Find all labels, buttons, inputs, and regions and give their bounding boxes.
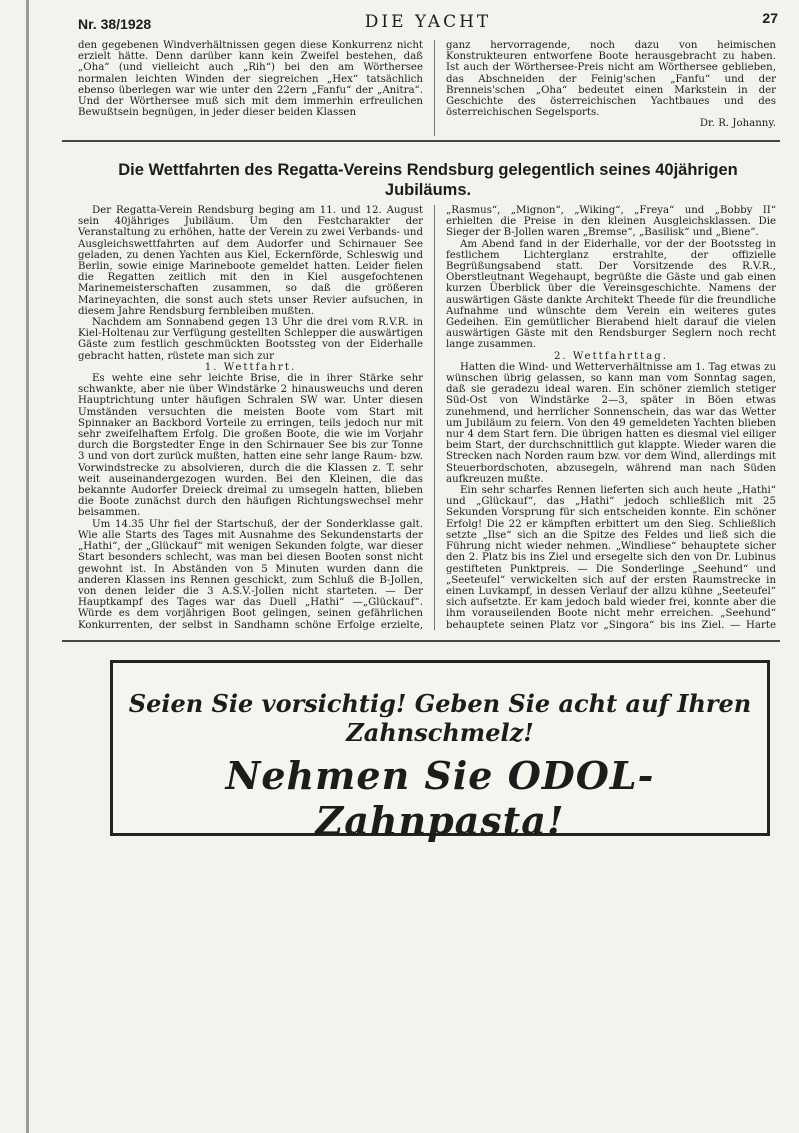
article-paragraph: Hatten die Wind- und Wetterverhältnisse am 1. Tag etwas zu wünschen übrig gelassen, so kann man vom Sonntag sagen, daß sie geradezu ideal waren. Ein schöner ziemlich stetiger Süd-Ost von Windstärke 2—3, später in Böen etwas zunehmend, und herrlicher Sonnenschein, das war das Wetter um Jubiläum zu feiern. Von den 49 gemeldeten Yachten blieben nur 4 dem Start fern. Die übrigen hatten es diesmal viel eiliger beim Start, der durchschnittlich gut klappte. Wieder waren die Strecken nach Norden raum bzw. vor dem Wind, allerdings mit Steuerbordschoten, abzusegeln, während man nach Süden aufkreuzen mußte. [446,361,776,485]
article-right-column [446,205,776,630]
author-signature: Dr. R. Johanny. [699,118,776,130]
article-title: Die Wettfahrten des Regatta-Vereins Rendsburg gelegentlich seines 40jährigen Jubiläums. [118,161,738,199]
article-paragraph: Ein sehr scharfes Rennen lieferten sich auch heute „Hathi“ und „Glückauf“, das „Hathi“ jedoch schließlich mit 25 Sekunden Vorsprung für sich entscheiden konnte. Ein schöner Erfolg! Die 22 er kämpften erbittert um den Sieg. Schließlich setzte „Ilse“ sich an die Spitze des Feldes und ließ sich die Führung nicht wieder nehmen. „Windliese“ behauptete sicher den 2. Platz bis ins Ziel und ersegelte sich den von Dr. Lubinus gestifteten Punktpreis. — Die Sonderlinge „Seehund“ und „Seeteufel“ verwickelten sich auf der ersten Raumstrecke in einen Luvkampf, in dessen Verlauf der allzu kühne „Seeteufel“ sich aufsetzte. Er kam jedoch bald wieder frei, konnte aber die ihm vorauseilenden Boote nicht mehr erreichen. „Seehund“ behauptete seinen Platz vor „Singora“ bis ins Ziel. — Harte [446,485,776,630]
article-paragraph: Nachdem am Sonnabend gegen 13 Uhr die drei vom R.V.R. in Kiel-Holtenau zur Verfügung gestellten Schlepper die auswärtigen Gäste zum festlich geschmückten Bootssteg von der Eiderhalle gebracht hatten, rüstete man sich zur [78,317,423,362]
page-number: 27 [762,10,778,26]
masthead: DIE YACHT [364,12,492,32]
page-header [78,10,778,32]
previous-article-text: ganz hervorragende, noch dazu von heimischen Konstrukteuren entworfene Boote herausgebracht zu haben. Ist auch der Wörthersee-Preis nicht am Wörthersee geblieben, das Abschneiden der Feinig'schen „Fanfu“ und der Brenneis'schen „Oha“ bedeutet einen Markstein in der Geschichte des österreichischen Yachtbaues und des österreichischen Segelsports. [446,40,776,119]
article-left-column [78,205,423,630]
column-divider [434,40,435,136]
ad-headline: Seien Sie vorsichtig! Geben Sie acht auf Ihren Zahnschmelz! [128,689,752,747]
ad-slogan: Nehmen Sie ODOL-Zahnpasta! [225,753,655,843]
section-heading: 2. Wettfahrttag. [553,350,669,362]
section-divider [62,640,780,642]
previous-article-left-column [78,40,423,136]
odol-advertisement [110,660,770,843]
previous-article-text: den gegebenen Windverhältnissen gegen diese Konkurrenz nicht erzielt hätte. Denn darüber kann kein Zweifel bestehen, daß „Oha“ (und vielleicht auch „Rih“) bei den am Wörthersee normalen leichten Winden der siegreichen „Hex“ tatsächlich ebenso überlegen war wie unter den 22ern „Fanfu“ der „Anitra“. Und der Wörthersee muß sich mit dem immerhin erfreulichen Bewußtsein begnügen, in jeder dieser beiden Klassen [78,40,423,119]
column-divider [434,205,435,630]
issue-number: Nr. 38/1928 [78,16,152,32]
article-paragraph: „Rasmus“, „Mignon“, „Wiking“, „Freya“ und „Bobby II“ erhielten die Preise in den kleinen Ausgleichsklassen. Die Sieger der B-Jollen waren „Bremse“, „Basilisk“ und „Biene“. [446,205,776,239]
section-divider [62,140,780,142]
article-paragraph: Um 14.35 Uhr fiel der Startschuß, der der Sonderklasse galt. Wie alle Starts des Tages mit Ausnahme des Sekundenstarts der „Hathi“, der „Glückauf“ mit wenigen Sekunden folgte, war dieser Start besonders schlecht, was man bei diesen Booten sonst nicht gewohnt ist. In Abständen von 5 Minuten wurden dann die anderen Klassen ins Rennen geschickt, zum Schluß die B-Jollen, von denen leider die 3 A.S.V.-Jollen nicht starteten. — Der Hauptkampf des Tages war das Duell „Hathi“ —„Glückauf“. Würde es dem vorjährigen Boot gelingen, seinen gefährlichen Konkurrenten, der selbst in Sandhamn schöne Erfolge erzielte, [78,518,423,630]
article-paragraph: Der Regatta-Verein Rendsburg beging am 11. und 12. August sein 40jähriges Jubiläum. Um den Festcharakter der Veranstaltung zu erhöhen, hatte der Verein zu zwei Verbands- und Ausgleichswettfahrten auf dem Audorfer und Schirnauer See geladen, zu denen Yachten aus Kiel, Eckernförde, Schleswig und Berlin, sowie einige Marineboote gemeldet hatten. Leider fielen die Regatten zeitlich mit den in Kiel ausgefochtenen Marinemeisterschaften zusammen, so daß die größeren Marineyachten, die sonst auch stets unser Revier aufsuchen, in diesem Jahre Rendsburg fernbleiben mußten. [78,205,423,317]
article-paragraph: Es wehte eine sehr leichte Brise, die in ihrer Stärke sehr schwankte, aber nie über Windstärke 2 hinausweuchs und deren Hauptrichtung unter häufigen Schralen SW war. Unter diesen Umständen versuchten die meisten Boote vom Start mit Spinnaker an Backbord Vorteile zu erringen, teils jedoch nur mit sehr zweifelhaftem Erfolg. Die großen Boote, die wie im Vorjahr durch die Borgstedter Enge in den Schirnauer See bis zur Tonne 3 und von dort zurück mußten, hatten eine sehr lange Raum- bzw. Vorwindstrecke zu absolvieren, durch die die Klassen z. T. sehr weit auseinandergezogen wurden. Bei den Kleinen, die das bekannte Audorfer Dreieck dreimal zu umsegeln hatten, blieben die Boote zunächst durch den häufigen Richtungswechsel mehr beisammen. [78,373,423,519]
binding-edge [26,0,29,1133]
section-heading: 1. Wettfahrt. [204,361,297,373]
article-paragraph: Am Abend fand in der Eiderhalle, vor der der Bootssteg in festlichem Lichterglanz erstrahlte, der offizielle Begrüßungsabend statt. Der Vorsitzende des R.V.R., Oberstleutnant Wegehaupt, begrüßte die Gäste und gab einen kurzen Überblick über die Vereinsgeschichte. Namens der auswärtigen Gäste dankte Architekt Theede für die freundliche Aufnahme und wünschte dem Verein ein weiteres gutes Gedeihen. Ein gemütlicher Bierabend hielt darauf die vielen auswärtigen Gäste mit den Rendsburger Seglern noch recht lange zusammen. [446,238,776,351]
previous-article-right-column [446,40,776,136]
